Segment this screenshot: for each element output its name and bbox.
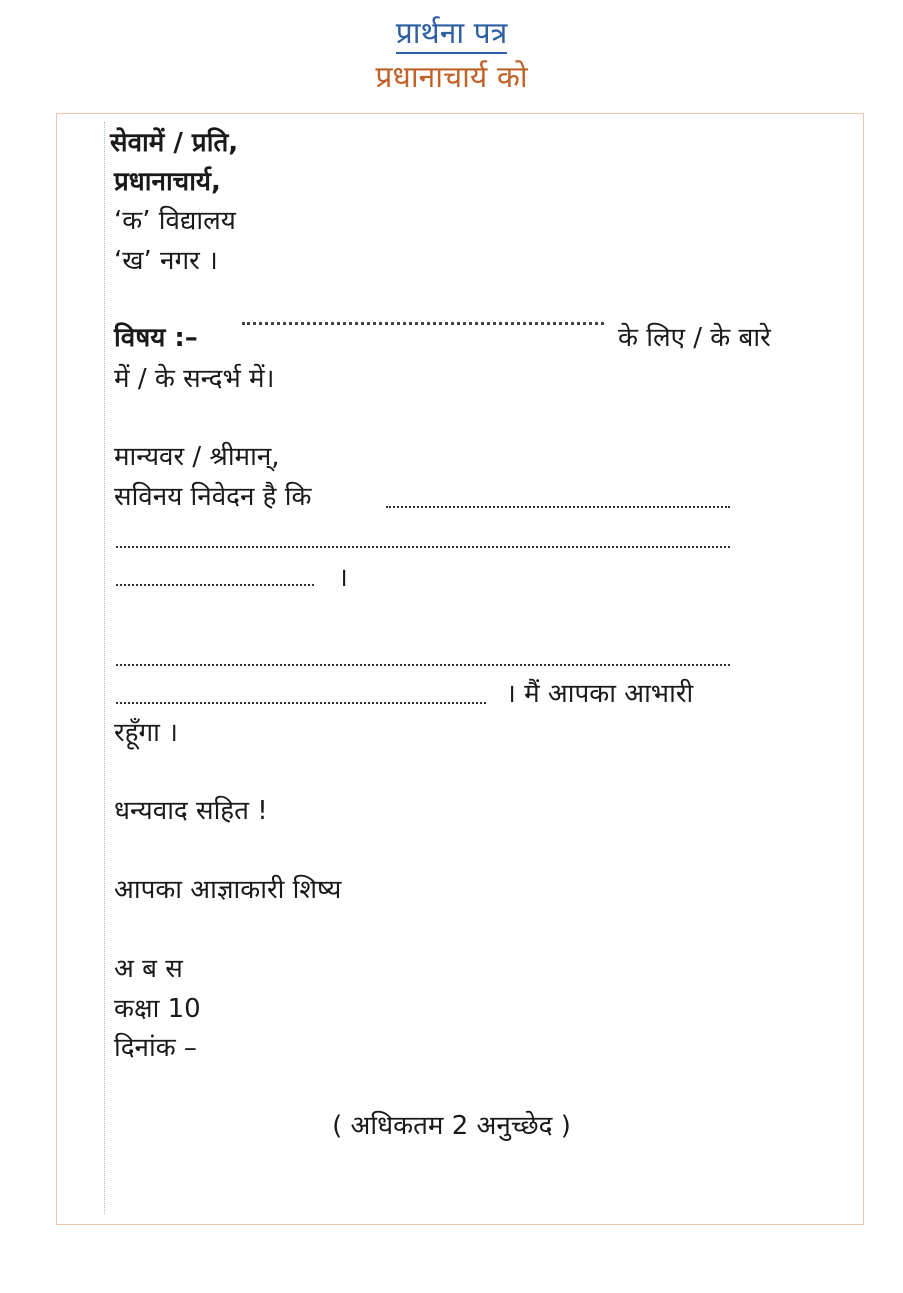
address-city: ‘ख’ नगर । <box>114 246 218 276</box>
body-gratitude-end: रहूँगा । <box>114 718 178 748</box>
page-subtitle: प्रधानाचार्य को <box>375 60 528 95</box>
body-end-mark: । <box>338 563 348 593</box>
page-title <box>0 14 903 54</box>
instruction-note: ( अधिकतम 2 अनुच्छेद ) <box>332 1111 571 1141</box>
subject-continuation: में / के सन्दर्भ में। <box>114 364 275 394</box>
subject-label: विषय :– <box>114 323 198 353</box>
body-gratitude: । मैं आपका आभारी <box>506 679 694 709</box>
body-blank-4 <box>116 664 730 666</box>
sender-class: कक्षा 10 <box>114 994 201 1024</box>
title-text: प्रार्थना पत्र <box>396 16 508 54</box>
body-opening: सविनय निवेदन है कि <box>114 482 312 512</box>
letter-date: दिनांक – <box>114 1033 197 1063</box>
subject-blank <box>242 322 604 325</box>
address-school: ‘क’ विद्यालय <box>114 206 236 236</box>
body-blank-3 <box>116 584 314 586</box>
sender-name: अ ब स <box>114 954 183 984</box>
closing-thanks: धन्यवाद सहित ! <box>114 796 268 826</box>
subject-suffix: के लिए / के बारे <box>618 323 771 353</box>
address-recipient: प्रधानाचार्य, <box>114 167 221 197</box>
body-blank-1 <box>386 506 730 508</box>
closing-signoff: आपका आज्ञाकारी शिष्य <box>114 875 342 905</box>
body-blank-2 <box>116 546 730 548</box>
body-blank-5 <box>116 702 486 704</box>
margin-line <box>104 122 105 1214</box>
salutation: मान्यवर / श्रीमान्, <box>114 442 280 472</box>
address-to: सेवामें / प्रति, <box>110 128 239 158</box>
